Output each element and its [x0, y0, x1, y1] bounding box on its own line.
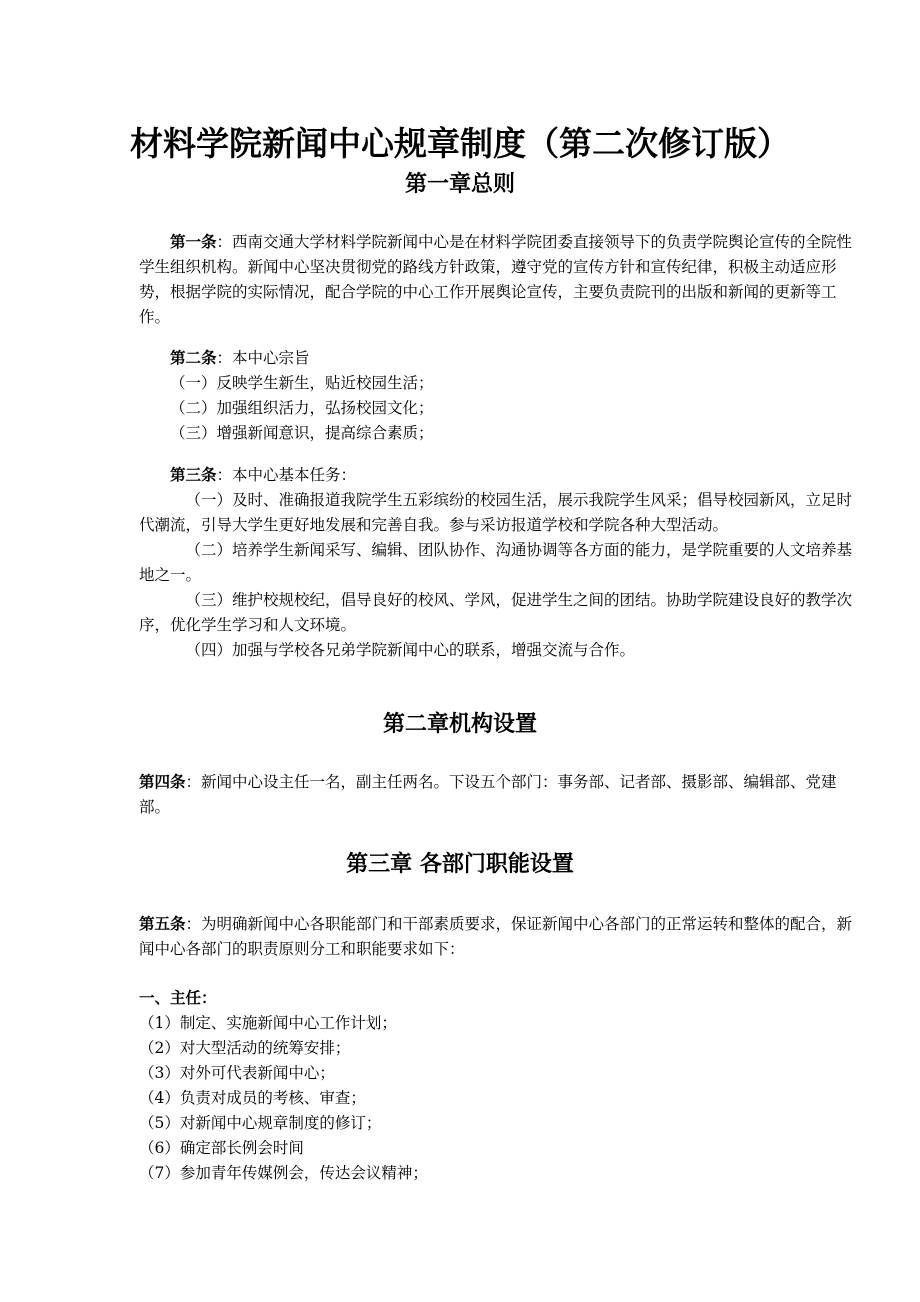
- article-1-text: ：西南交通大学材料学院新闻中心是在材料学院团委直接领导下的负责学院舆论宣传的全院性学生组织机构。新闻中心坚决贯彻党的路线方针政策，遵守党的宣传方针和宣传纪律，积极主动适应形势，根据学院的实际情况，配合学院的中心工作开展舆论宣传，主要负责院刊的出版和新闻的更新等工作。: [139, 233, 853, 326]
- director-duty-item: （7）参加青年传媒例会，传达会议精神；: [139, 1164, 428, 1182]
- director-duty-item: （5）对新闻中心规章制度的修订；: [139, 1114, 382, 1132]
- director-heading: 一、主任：: [139, 989, 217, 1007]
- director-duty-item: （2）对大型活动的统筹安排；: [139, 1039, 351, 1057]
- article-1: [139, 230, 865, 330]
- article-5-paragraph: [139, 912, 865, 962]
- article-2-item: （一）反映学生新生，贴近校园生活；: [170, 374, 434, 392]
- article-3-paragraph: [139, 463, 865, 488]
- article-3-text: ：本中心基本任务：: [216, 466, 357, 484]
- article-1-label: 第一条: [170, 233, 217, 251]
- director-duty-item: （4）负责对成员的考核、审查；: [139, 1089, 366, 1107]
- article-4-paragraph: [139, 770, 865, 820]
- article-3-item: （三）维护校规校纪，倡导良好的校风、学风，促进学生之间的团结。协助学院建设良好的教学次序，优化学生学习和人文环境。: [139, 591, 853, 634]
- article-4-label: 第四条: [139, 773, 186, 791]
- chapter-2-heading: 第二章机构设置: [382, 712, 537, 737]
- article-3: [139, 463, 865, 663]
- article-2-text: ：本中心宗旨: [216, 349, 310, 367]
- director-duty-item: （6）确定部长例会时间: [139, 1139, 304, 1157]
- chapter-1-heading: 第一章总则: [404, 172, 515, 197]
- article-3-label: 第三条: [170, 466, 217, 484]
- article-2: [139, 346, 865, 446]
- article-2-item: （二）加强组织活力，弘扬校园文化；: [170, 399, 434, 417]
- chapter-3-heading: 第三章 各部门职能设置: [346, 852, 574, 877]
- article-1-paragraph: [139, 230, 865, 330]
- article-2-label: 第二条: [170, 349, 217, 367]
- article-3-item: （四）加强与学校各兄弟学院新闻中心的联系，增强交流与合作。: [185, 641, 636, 659]
- article-5-text: ：为明确新闻中心各职能部门和干部素质要求，保证新闻中心各部门的正常运转和整体的配合，新闻中心各部门的职责原则分工和职能要求如下：: [139, 915, 853, 958]
- article-2-paragraph: [139, 346, 865, 371]
- article-4: [139, 770, 865, 820]
- director-duty-item: （3）对外可代表新闻中心；: [139, 1064, 335, 1082]
- article-5: [139, 912, 865, 962]
- article-3-item: （一）及时、准确报道我院学生五彩缤纷的校园生活，展示我院学生风采；倡导校园新风，立足时代潮流，引导大学生更好地发展和完善自我。参与采访报道学校和学院各种大型活动。: [139, 491, 853, 534]
- director-duty-item: （1）制定、实施新闻中心工作计划；: [139, 1014, 397, 1032]
- article-5-label: 第五条: [139, 915, 186, 933]
- article-3-item: （二）培养学生新闻采写、编辑、团队协作、沟通协调等各方面的能力，是学院重要的人文培养基地之一。: [139, 541, 853, 584]
- document-title: 材料学院新闻中心规章制度（第二次修订版）: [130, 124, 790, 163]
- director-section: [139, 986, 865, 1186]
- article-2-item: （三）增强新闻意识，提高综合素质；: [170, 424, 434, 442]
- article-4-text: ：新闻中心设主任一名，副主任两名。下设五个部门：事务部、记者部、摄影部、编辑部、党建部。: [139, 773, 837, 816]
